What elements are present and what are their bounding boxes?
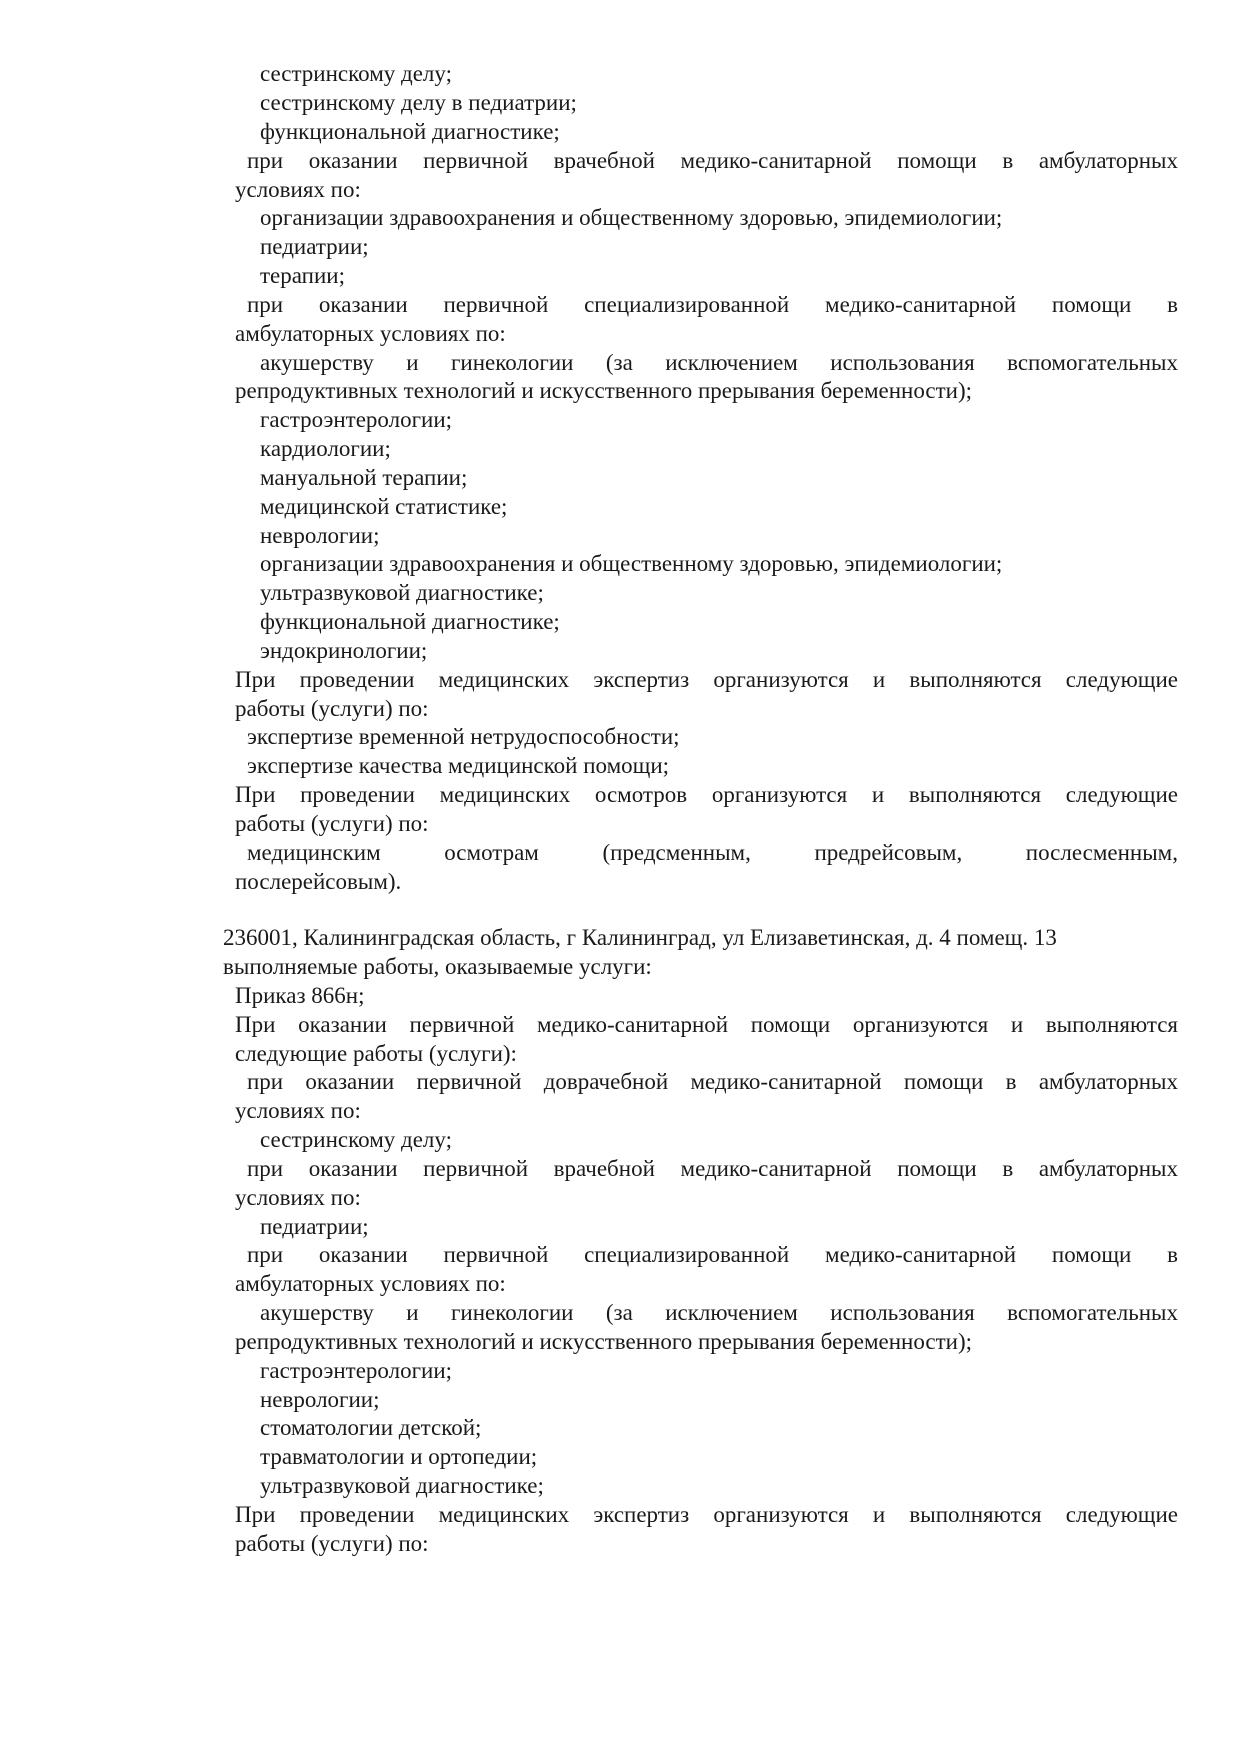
text-line: ультразвуковой диагностике; — [260, 580, 544, 605]
text-line: при оказании первичной специализированной медико-санитарной помощи в — [247, 1242, 1178, 1267]
text-line: при оказании первичной врачебной медико-санитарной помощи в амбулаторных — [247, 1156, 1178, 1181]
text-line: работы (услуги) по: — [235, 811, 429, 836]
address-line: 236001, Калининградская область, г Калининград, ул Елизаветинская, д. 4 помещ. 13 — [223, 925, 1057, 950]
text-line: послерейсовым). — [235, 869, 402, 894]
text-line: При проведении медицинских экспертиз организуются и выполняются следующие — [235, 1502, 1178, 1527]
text-line: эндокринологии; — [260, 638, 428, 663]
text-line: гастроэнтерологии; — [260, 1358, 453, 1383]
text-line: организации здравоохранения и общественному здоровью, эпидемиологии; — [260, 551, 1003, 576]
text-line: травматологии и ортопедии; — [260, 1444, 538, 1469]
text-line: при оказании первичной врачебной медико-санитарной помощи в амбулаторных — [247, 148, 1178, 173]
text-line: педиатрии; — [260, 1214, 369, 1239]
text-line: При проведении медицинских экспертиз организуются и выполняются следующие — [235, 667, 1178, 692]
text-line: мануальной терапии; — [260, 465, 468, 490]
text-line: амбулаторных условиях по: — [235, 321, 506, 346]
text-line: неврологии; — [260, 1387, 380, 1412]
text-line: Приказ 866н; — [235, 983, 365, 1008]
text-line: терапии; — [260, 263, 345, 288]
text-line: репродуктивных технологий и искусственного прерывания беременности); — [235, 1329, 973, 1354]
text-line: условиях по: — [235, 1098, 361, 1123]
text-line: стоматологии детской; — [260, 1415, 482, 1440]
text-line: при оказании первичной доврачебной медико-санитарной помощи в амбулаторных — [247, 1069, 1178, 1094]
text-line: педиатрии; — [260, 234, 369, 259]
text-line: акушерству и гинекологии (за исключением использования вспомогательных — [260, 350, 1178, 375]
text-line: функциональной диагностике; — [260, 609, 560, 634]
text-line: работы (услуги) по: — [235, 696, 429, 721]
text-line: При проведении медицинских осмотров организуются и выполняются следующие — [235, 782, 1178, 807]
text-line: при оказании первичной специализированной медико-санитарной помощи в — [247, 292, 1178, 317]
text-line: выполняемые работы, оказываемые услуги: — [223, 954, 652, 979]
text-line: организации здравоохранения и общественному здоровью, эпидемиологии; — [260, 205, 1003, 230]
text-line: медицинской статистике; — [260, 494, 508, 519]
text-line: работы (услуги) по: — [235, 1531, 429, 1556]
text-line: условиях по: — [235, 177, 361, 202]
text-line: амбулаторных условиях по: — [235, 1271, 506, 1296]
text-line: При оказании первичной медико-санитарной помощи организуются и выполняются — [235, 1012, 1178, 1037]
text-line: функциональной диагностике; — [260, 119, 560, 144]
text-line: неврологии; — [260, 523, 380, 548]
text-line: экспертизе временной нетрудоспособности; — [247, 724, 680, 749]
text-line: репродуктивных технологий и искусственного прерывания беременности); — [235, 378, 973, 403]
text-line: ультразвуковой диагностике; — [260, 1473, 544, 1498]
text-line: сестринскому делу; — [260, 1127, 452, 1152]
text-line: сестринскому делу в педиатрии; — [260, 90, 577, 115]
text-line: сестринскому делу; — [260, 61, 452, 86]
text-line: кардиологии; — [260, 436, 391, 461]
text-line: гастроэнтерологии; — [260, 407, 453, 432]
text-line: условиях по: — [235, 1185, 361, 1210]
text-line: медицинским осмотрам (предсменным, предрейсовым, послесменным, — [247, 840, 1178, 865]
text-line: акушерству и гинекологии (за исключением использования вспомогательных — [260, 1300, 1178, 1325]
text-line: следующие работы (услуги): — [235, 1041, 517, 1066]
text-line: экспертизе качества медицинской помощи; — [247, 753, 670, 778]
